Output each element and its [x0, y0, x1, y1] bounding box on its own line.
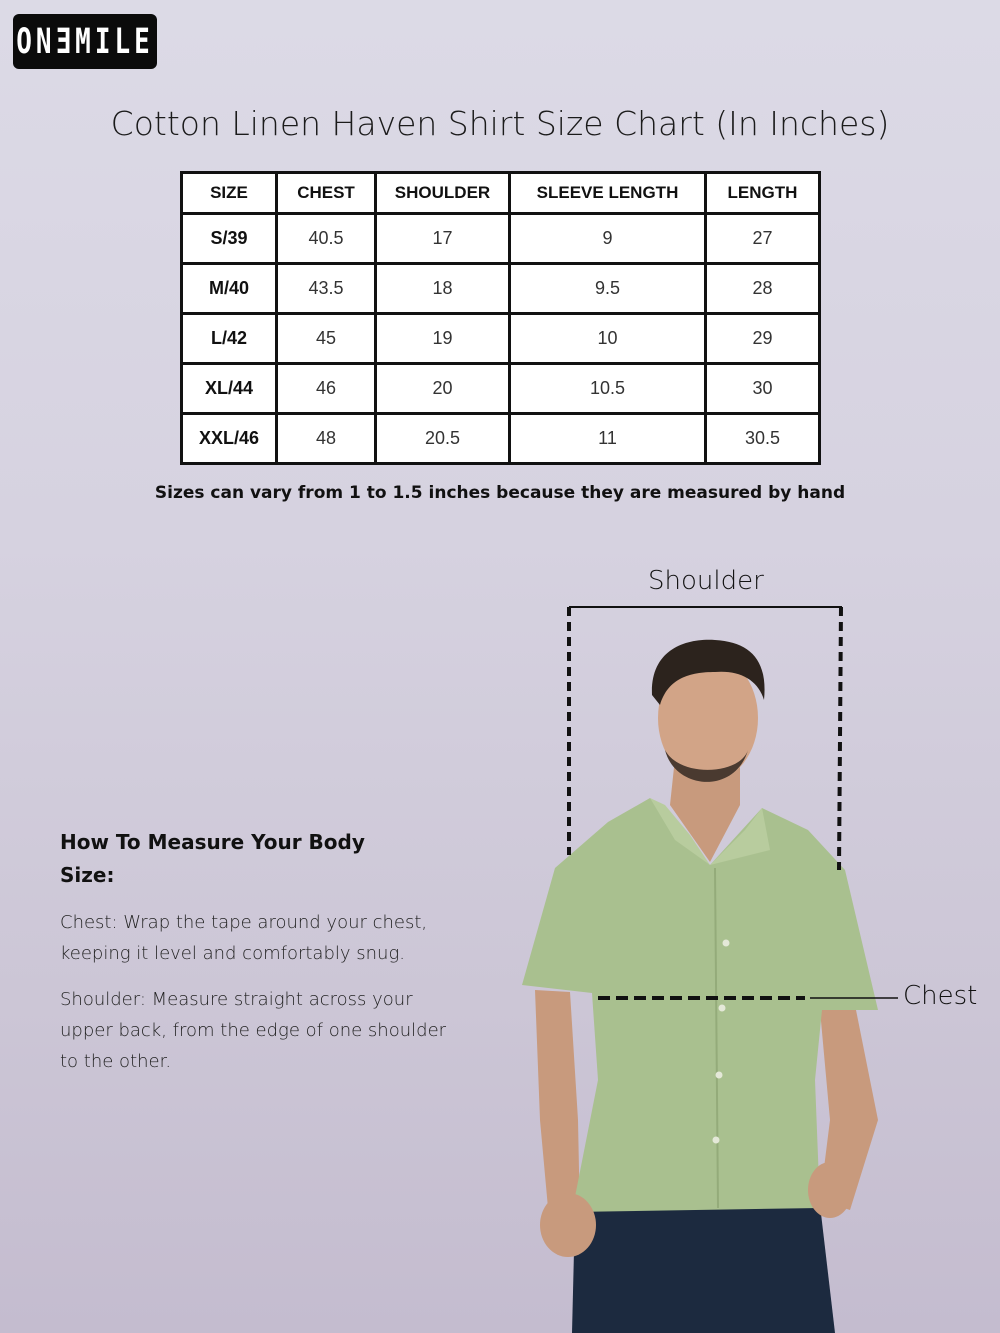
table-row: [182, 364, 820, 414]
shoulder-cell: 20: [376, 364, 510, 414]
shoulder-cell: 20.5: [376, 414, 510, 464]
column-header: LENGTH: [706, 173, 820, 214]
column-header: SHOULDER: [376, 173, 510, 214]
pants: [572, 1205, 835, 1333]
column-header: CHEST: [277, 173, 376, 214]
chest-cell: 48: [277, 414, 376, 464]
table-header-row: [182, 173, 820, 214]
how-to-measure-heading: How To Measure Your Body Size:: [60, 830, 365, 887]
table-row: [182, 264, 820, 314]
right-hand: [808, 1162, 852, 1218]
size-chart-table: [180, 171, 821, 465]
table-row: [182, 414, 820, 464]
size-cell: XL/44: [182, 364, 277, 414]
size-cell: L/42: [182, 314, 277, 364]
chest-instructions: Chest: Wrap the tape around your chest, keeping it level and comfortably snug.: [60, 912, 428, 964]
length-cell: 27: [706, 214, 820, 264]
sleeve-length-cell: 10.5: [510, 364, 706, 414]
chest-cell: 46: [277, 364, 376, 414]
brand-logo: [13, 14, 157, 69]
column-header: SIZE: [182, 173, 277, 214]
size-cell: XXL/46: [182, 414, 277, 464]
shoulder-cell: 18: [376, 264, 510, 314]
page-title: Cotton Linen Haven Shirt Size Chart (In Inches): [110, 104, 890, 143]
sleeve-length-cell: 9: [510, 214, 706, 264]
chest-cell: 43.5: [277, 264, 376, 314]
measurement-note: Sizes can vary from 1 to 1.5 inches because they are measured by hand: [154, 483, 846, 503]
table-row: [182, 314, 820, 364]
chest-cell: 45: [277, 314, 376, 364]
size-cell: M/40: [182, 264, 277, 314]
model-figure: [500, 600, 1000, 1333]
column-header: SLEEVE LENGTH: [510, 173, 706, 214]
sleeve-length-cell: 10: [510, 314, 706, 364]
chest-cell: 40.5: [277, 214, 376, 264]
length-cell: 29: [706, 314, 820, 364]
size-cell: S/39: [182, 214, 277, 264]
sleeve-length-cell: 11: [510, 414, 706, 464]
shoulder-label: Shoulder: [648, 566, 764, 596]
length-cell: 30.5: [706, 414, 820, 464]
table-row: [182, 214, 820, 264]
length-cell: 28: [706, 264, 820, 314]
shoulder-instructions: Shoulder: Measure straight across your upper back, from the edge of one shoulder to the other.: [60, 989, 447, 1072]
sleeve-length-cell: 9.5: [510, 264, 706, 314]
logo-text: ONƎMILE: [16, 21, 154, 62]
shoulder-cell: 19: [376, 314, 510, 364]
length-cell: 30: [706, 364, 820, 414]
shoulder-cell: 17: [376, 214, 510, 264]
chest-label: Chest: [903, 981, 978, 1011]
left-hand: [540, 1193, 596, 1257]
